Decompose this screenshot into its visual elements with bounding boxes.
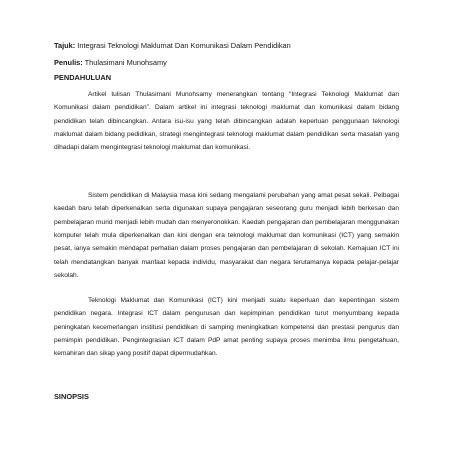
title-line xyxy=(54,41,291,50)
author-label: Penulis: xyxy=(54,58,83,67)
paragraph-1: Artikel tulisan Thulasimani Munohsamy menerangkan tentang “Integrasi Teknologi Maklumat dan Komunikasi dalam pendidikan”. Dalam artikel ini integrasi teknologi maklumat dan komunikasi dalam bidang pendidikan telah dibincangkan. Antara isu-isu yang telah dibincangkan adalah keperluan penggunaan teknologi maklumat dalam bidang pedidikan, strategi mengintegrasi teknologi maklumat dalam pendidikan serta masalah yang dihadapi dalam mengintegrasi teknologi maklumat dan komunikasi. xyxy=(54,91,399,152)
title-value: Integrasi Teknologi Maklumat Dan Komunikasi Dalam Pendidikan xyxy=(77,41,291,50)
author-line xyxy=(54,58,167,67)
section-heading-pendahuluan: PENDAHULUAN xyxy=(54,73,112,82)
section-heading-sinopsis: SINOPSIS xyxy=(54,392,89,401)
title-label: Tajuk: xyxy=(54,41,76,50)
author-value: Thulasimani Munohsamy xyxy=(84,58,167,67)
paragraph-3: Teknologi Maklumat dan Komunikasi (ICT) kini menjadi suatu keperluan dan kepentingan sistem pendidikan negara. Integrasi ICT dalam pengurusan dan kepimpinan pendidikan turut menyumbang kepada peningkatan kecemerlangan institusi pendidikan di samping meningkatkan kompetensi dan prestasi pengurus dan pemimpin pendidikan. Pengintegrasian ICT dalam PdP amat penting supaya proses menimba ilmu pengetahuan, kemahiran dan sikap yang positif dapat dipermudahkan. xyxy=(54,297,399,358)
paragraph-2: Sistem pendidikan di Malaysia masa kini sedang mengalami perubahan yang amat pesat sekali. Pelbagai kaedah baru telah diperkenalkan serta digunakan supaya pengajaran seseorang guru menjadi lebih berkesan dan pembelajaran murid menjadi lebih mudah dan menyeronokkan. Kaedah pengajaran dan pembelajaran menggunakan komputer telah mula diperkenalkan dan kini dengan era teknologi maklumat dan komunikasi (ICT) yang semakin pesat, ianya semakin mendapat perhatian dalam proses pengajaran dan pembelajaran di sekolah. Kemajuan ICT ini telah mendatangkan banyak manfaat kepada individu, masyarakat dan negara terutamanya kepada pelajar-pelajar sekolah. xyxy=(54,192,399,280)
